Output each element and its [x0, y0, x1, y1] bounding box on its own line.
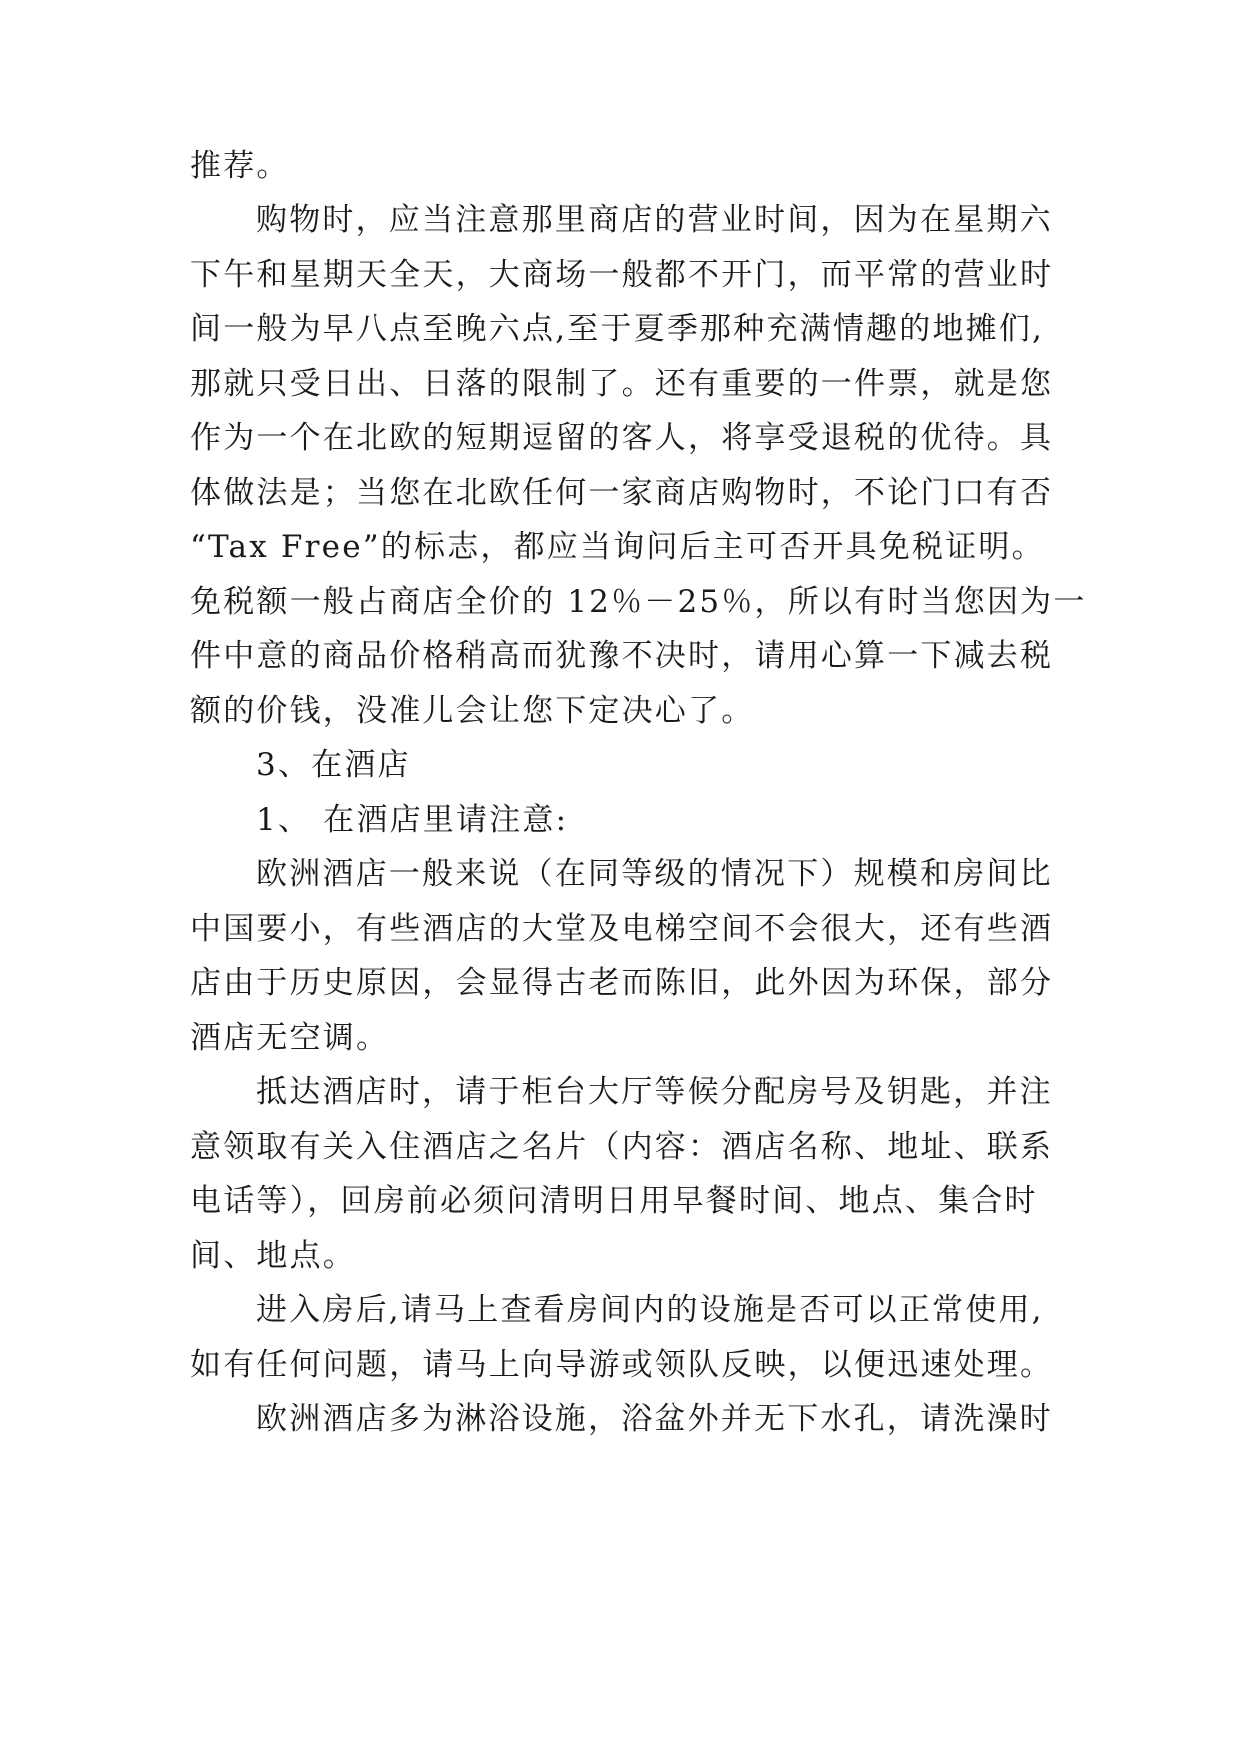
- subsection-heading: 1、 在酒店里请注意:: [256, 802, 569, 838]
- text-line-23: 如有任何问题，请马上向导游或领队反映，以便迅速处理。: [190, 1347, 1054, 1383]
- text-line-15: 中国要小，有些酒店的大堂及电梯空间不会很大，还有些酒: [190, 911, 1054, 947]
- text-line-1: 推荐。: [190, 148, 290, 184]
- text-line-16: 店由于历史原因，会显得古老而陈旧，此外因为环保，部分: [190, 965, 1054, 1001]
- text-line-18: 抵达酒店时，请于柜台大厅等候分配房号及钥匙，并注: [256, 1074, 1053, 1110]
- text-line-22: 进入房后,请马上查看房间内的设施是否可以正常使用,: [256, 1292, 1044, 1328]
- text-line-6: 作为一个在北欧的短期逗留的客人，将享受退税的优待。具: [190, 420, 1054, 456]
- text-line-7: 体做法是；当您在北欧任何一家商店购物时，不论门口有否: [190, 475, 1054, 511]
- text-line-24: 欧洲酒店多为淋浴设施，浴盆外并无下水孔，请洗澡时: [256, 1401, 1053, 1437]
- text-line-14: 欧洲酒店一般来说（在同等级的情况下）规模和房间比: [256, 856, 1053, 892]
- text-line-11: 额的价钱，没准儿会让您下定决心了。: [190, 693, 755, 729]
- text-line-19: 意领取有关入住酒店之名片（内容：酒店名称、地址、联系: [190, 1129, 1054, 1165]
- text-line-4: 间一般为早八点至晚六点,至于夏季那种充满情趣的地摊们,: [190, 311, 1045, 347]
- text-line-21: 间、地点。: [190, 1238, 356, 1274]
- text-line-8: “Tax Free”的标志，都应当询问后主可否开具免税证明。: [190, 529, 1045, 565]
- text-line-5: 那就只受日出、日落的限制了。还有重要的一件票，就是您: [190, 366, 1054, 402]
- section-heading: 3、在酒店: [256, 747, 411, 783]
- text-line-20: 电话等），回房前必须问清明日用早餐时间、地点、集合时: [190, 1183, 1038, 1219]
- text-line-3: 下午和星期天全天，大商场一般都不开门，而平常的营业时: [190, 257, 1054, 293]
- text-line-9: 免税额一般占商店全价的 12％－25％，所以有时当您因为一: [190, 584, 1087, 620]
- text-line-10: 件中意的商品价格稍高而犹豫不决时，请用心算一下减去税: [190, 638, 1054, 674]
- text-line-17: 酒店无空调。: [190, 1020, 390, 1056]
- text-line-2: 购物时，应当注意那里商店的营业时间，因为在星期六: [256, 202, 1053, 238]
